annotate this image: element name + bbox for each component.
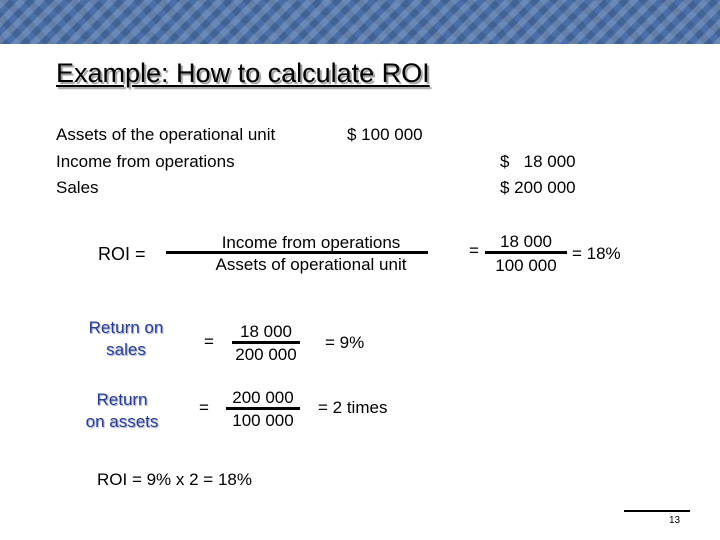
ros-equals: = (204, 332, 214, 351)
roa-denominator: 100 000 (232, 411, 294, 430)
ros-denominator: 200 000 (235, 345, 297, 364)
decorative-banner (0, 0, 720, 44)
ros-numerator: 18 000 (240, 322, 292, 341)
sales-value: $ 200 000 (500, 178, 576, 197)
roi-result: = 18% (572, 244, 621, 263)
ros-label-line2: sales (106, 340, 146, 359)
roa-numerator: 200 000 (232, 388, 294, 407)
roi-equals: = (469, 241, 479, 260)
page-number: 13 (669, 515, 681, 526)
income-label: Income from operations (56, 152, 235, 171)
roa-label-line1: Return (96, 390, 148, 409)
roa-equals: = (199, 398, 209, 417)
roa-result: = 2 times (318, 398, 388, 417)
slide-title: Example: How to calculate ROI (56, 58, 430, 88)
roi-label: ROI = (98, 244, 146, 264)
assets-value: $ 100 000 (347, 125, 423, 144)
roi-denominator-value: 100 000 (495, 256, 557, 275)
sales-label: Sales (56, 178, 99, 197)
roi-numerator-value: 18 000 (500, 232, 552, 251)
income-value: $ 18 000 (500, 152, 576, 171)
roi-denominator: Assets of operational unit (215, 255, 407, 274)
footer-divider (624, 510, 690, 512)
roi-numerator: Income from operations (221, 233, 401, 252)
roa-label-line2: on assets (85, 412, 159, 431)
ros-result: = 9% (325, 333, 365, 352)
ros-label-line1: Return on (88, 318, 164, 337)
assets-label: Assets of the operational unit (56, 125, 276, 144)
summary-formula: ROI = 9% x 2 = 18% (97, 470, 252, 489)
